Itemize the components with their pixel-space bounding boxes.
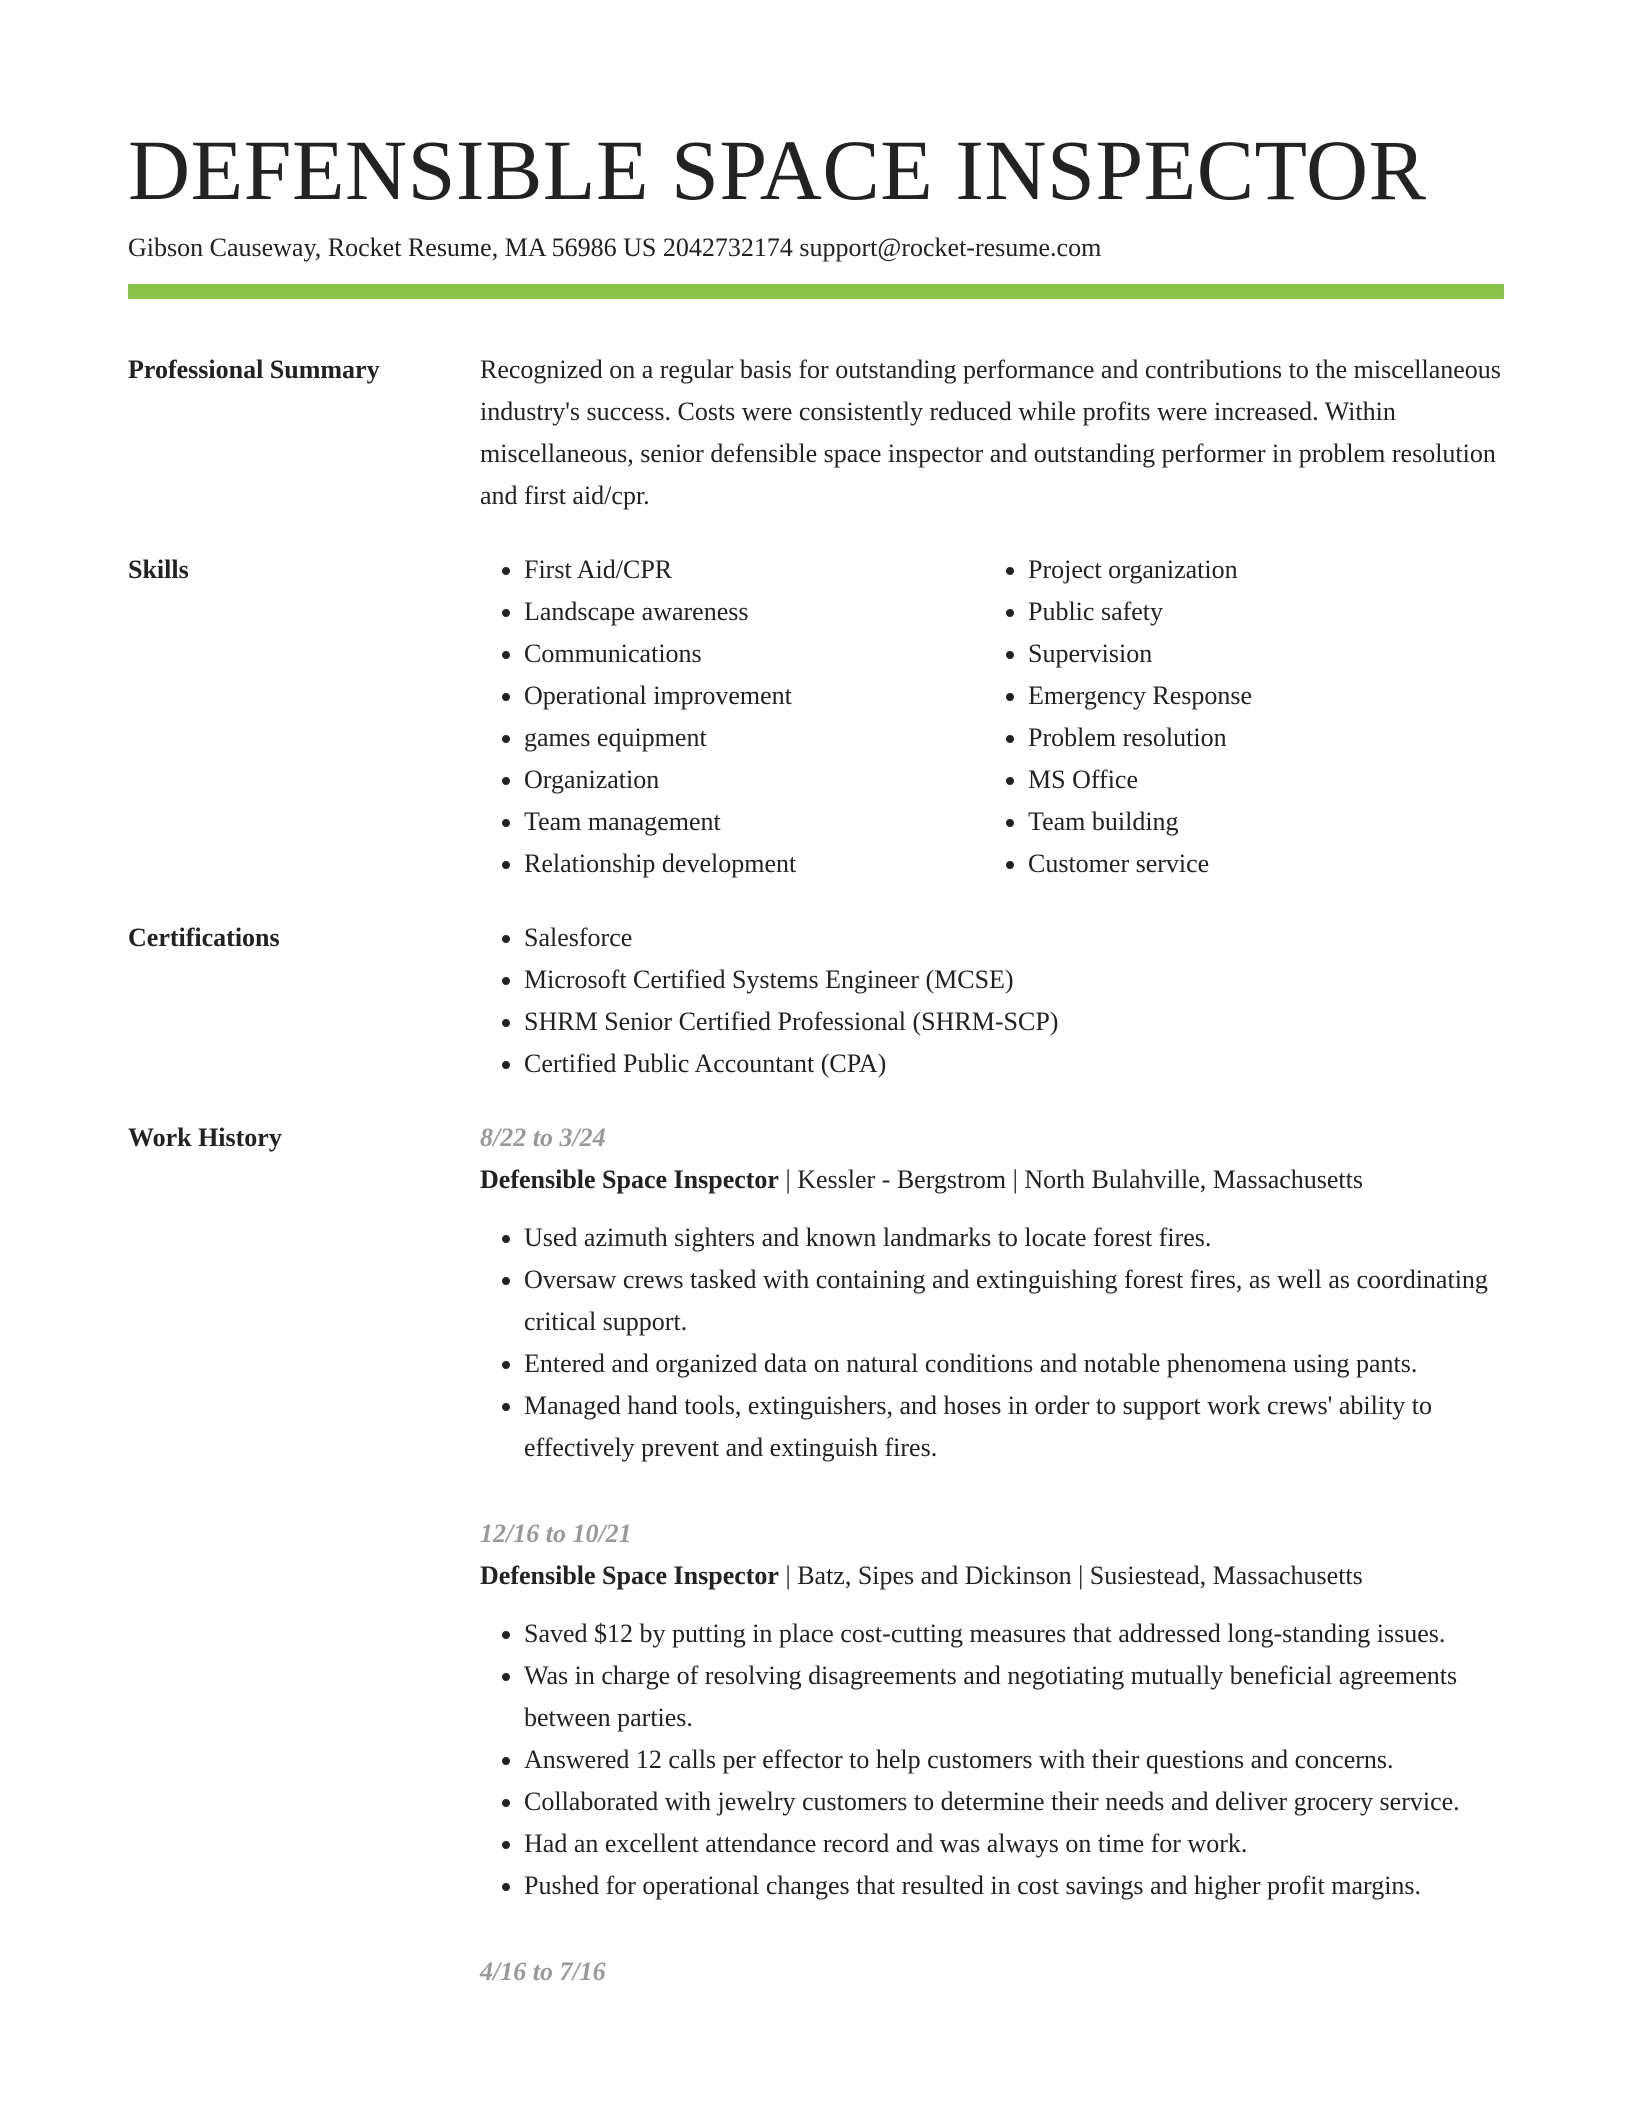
skills-column-right — [984, 549, 1488, 885]
skill-item: • Organization — [524, 759, 984, 801]
summary-text: Recognized on a regular basis for outstanding performance and contributions to the miscellaneous industry's success. Costs were consistently reduced while profits were increased. Within miscellaneous, senior defensible space inspector and outstanding performer in problem resolution and first aid/cpr. — [480, 355, 1501, 510]
job-heading — [480, 1159, 1504, 1201]
job-bullet: • Oversaw crews tasked with containing and extinguishing forest fires, as well as coordinating critical support. — [524, 1259, 1504, 1343]
job-bullet: • Saved $12 by putting in place cost-cutting measures that addressed long-standing issues. — [524, 1613, 1504, 1655]
job-heading — [480, 1555, 1504, 1597]
summary-section — [128, 349, 1504, 517]
job-bullet: • Pushed for operational changes that resulted in cost savings and higher profit margins. — [524, 1865, 1504, 1907]
skill-item: • Supervision — [1028, 633, 1488, 675]
skill-item: • Problem resolution — [1028, 717, 1488, 759]
skill-item: • Project organization — [1028, 549, 1488, 591]
skills-column-left — [480, 549, 984, 885]
certification-item: • Microsoft Certified Systems Engineer (MCSE) — [524, 959, 1504, 1001]
skill-item: • Communications — [524, 633, 984, 675]
job-bullet: • Entered and organized data on natural conditions and notable phenomena using pants. — [524, 1343, 1504, 1385]
resume-name: DEFENSIBLE SPACE INSPECTOR — [128, 122, 1427, 218]
certifications-label: Certifications — [128, 923, 280, 952]
job-bullet: • Used azimuth sighters and known landmarks to locate forest fires. — [524, 1217, 1504, 1259]
skill-item: • Emergency Response — [1028, 675, 1488, 717]
job-bullet: • Managed hand tools, extinguishers, and hoses in order to support work crews' ability to effectively prevent and extinguish fires. — [524, 1385, 1504, 1469]
certification-item: • Salesforce — [524, 917, 1504, 959]
skill-item: • First Aid/CPR — [524, 549, 984, 591]
job-details: | Kessler - Bergstrom | North Bulahville, Massachusetts — [778, 1165, 1363, 1194]
job-entry — [480, 1513, 1504, 1907]
job-entry — [480, 1951, 1504, 1993]
job-details: | Batz, Sipes and Dickinson | Susiestead, Massachusetts — [778, 1561, 1363, 1590]
job-bullet: • Collaborated with jewelry customers to determine their needs and deliver grocery service. — [524, 1781, 1504, 1823]
certification-item: • Certified Public Accountant (CPA) — [524, 1043, 1504, 1085]
skill-item: • Customer service — [1028, 843, 1488, 885]
job-bullet: • Answered 12 calls per effector to help customers with their questions and concerns. — [524, 1739, 1504, 1781]
job-dates: 12/16 to 10/21 — [480, 1519, 632, 1548]
job-title: Defensible Space Inspector — [480, 1561, 779, 1590]
certifications-list — [480, 917, 1504, 1085]
skills-label: Skills — [128, 555, 189, 584]
contact-line: Gibson Causeway, Rocket Resume, MA 56986 US 2042732174 support@rocket-resume.com — [128, 233, 1102, 262]
certifications-section — [128, 917, 1504, 1085]
job-bullet: • Had an excellent attendance record and was always on time for work. — [524, 1823, 1504, 1865]
work-history-label: Work History — [128, 1123, 282, 1152]
skill-item: • Landscape awareness — [524, 591, 984, 633]
job-entry — [480, 1117, 1504, 1469]
work-history-section — [128, 1117, 1504, 2037]
skill-item: • Team management — [524, 801, 984, 843]
resume-page — [128, 120, 1504, 2037]
skills-section — [128, 549, 1504, 885]
accent-divider — [128, 284, 1504, 299]
summary-label: Professional Summary — [128, 355, 380, 384]
work-history-list — [480, 1117, 1504, 2037]
certification-item: • SHRM Senior Certified Professional (SHRM-SCP) — [524, 1001, 1504, 1043]
job-dates: 4/16 to 7/16 — [480, 1957, 606, 1986]
skill-item: • Relationship development — [524, 843, 984, 885]
skill-item: • Operational improvement — [524, 675, 984, 717]
job-dates: 8/22 to 3/24 — [480, 1123, 606, 1152]
skills-columns — [480, 549, 1504, 885]
skill-item: • MS Office — [1028, 759, 1488, 801]
job-title: Defensible Space Inspector — [480, 1165, 779, 1194]
skill-item: • games equipment — [524, 717, 984, 759]
skill-item: • Public safety — [1028, 591, 1488, 633]
skill-item: • Team building — [1028, 801, 1488, 843]
job-bullet: • Was in charge of resolving disagreements and negotiating mutually beneficial agreements between parties. — [524, 1655, 1504, 1739]
